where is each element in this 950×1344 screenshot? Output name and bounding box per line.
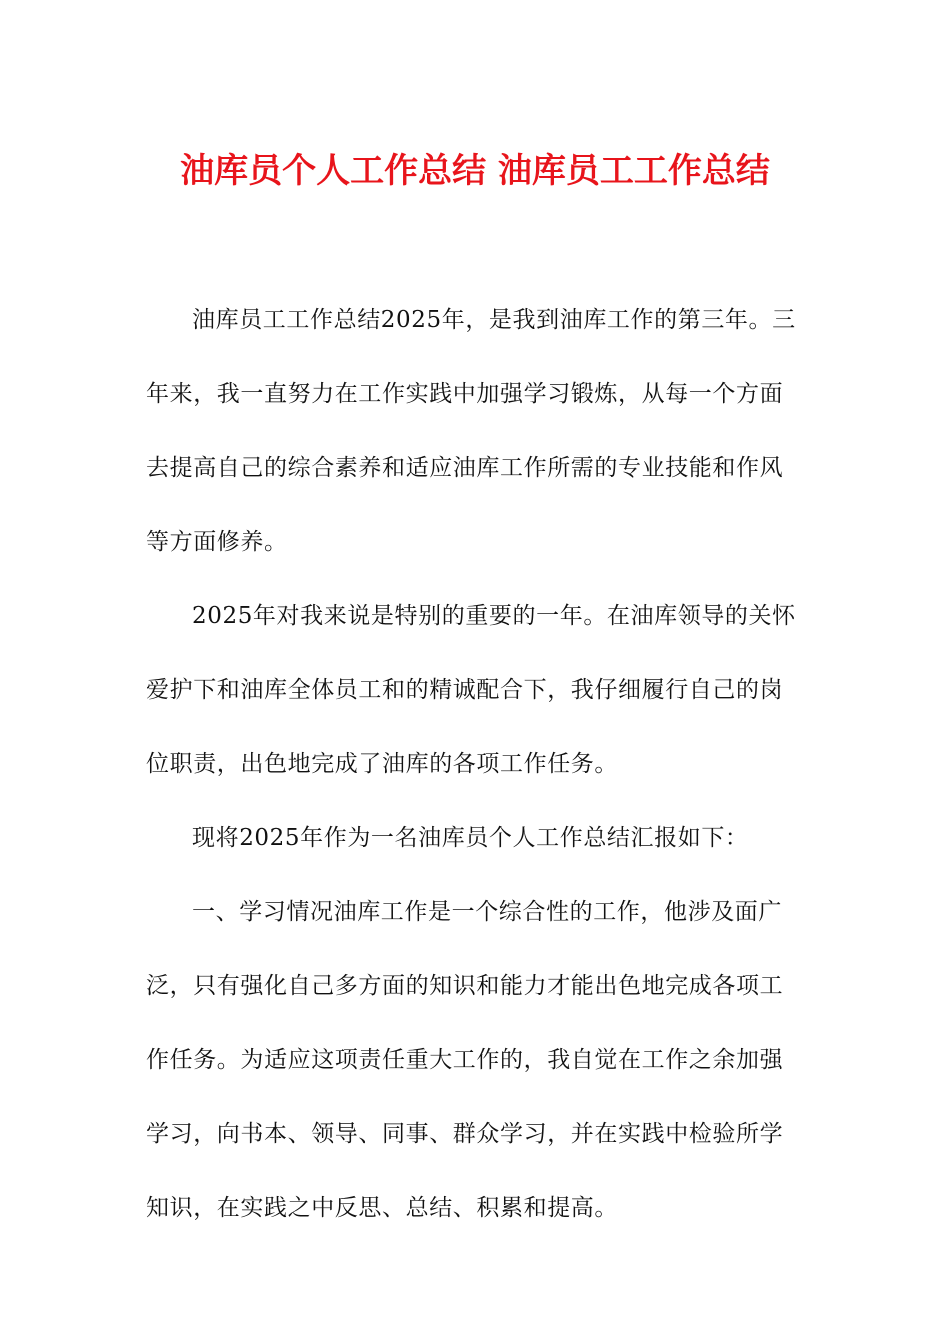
- paragraph-4: [146, 875, 802, 1245]
- paragraph-line: 知识，在实践之中反思、总结、积累和提高。: [146, 1195, 618, 1221]
- paragraph-2: [146, 579, 802, 801]
- paragraph-line: 学习，向书本、领导、同事、群众学习，并在实践中检验所学: [146, 1121, 784, 1147]
- paragraph-line: 爱护下和油库全体员工和的精诚配合下，我仔细履行自己的岗: [146, 677, 784, 703]
- paragraph-line: 油库员工工作总结2025年，是我到油库工作的第三年。三: [192, 307, 796, 333]
- paragraph-line: 现将2025年作为一名油库员个人工作总结汇报如下：: [192, 825, 749, 851]
- paragraph-line: 泛，只有强化自己多方面的知识和能力才能出色地完成各项工: [146, 973, 784, 999]
- paragraph-line: 等方面修养。: [146, 529, 288, 555]
- document-title: 油库员个人工作总结 油库员工工作总结: [180, 151, 770, 191]
- document-body: [146, 283, 802, 1245]
- paragraph-line: 位职责，出色地完成了油库的各项工作任务。: [146, 751, 618, 777]
- paragraph-3: [146, 801, 802, 875]
- paragraph-line: 去提高自己的综合素养和适应油库工作所需的专业技能和作风: [146, 455, 784, 481]
- paragraph-1: [146, 283, 802, 579]
- paragraph-line: 作任务。为适应这项责任重大工作的，我自觉在工作之余加强: [146, 1047, 784, 1073]
- paragraph-line: 一、学习情况油库工作是一个综合性的工作，他涉及面广: [192, 899, 782, 925]
- paragraph-line: 年来，我一直努力在工作实践中加强学习锻炼，从每一个方面: [146, 381, 784, 407]
- paragraph-line: 2025年对我来说是特别的重要的一年。在油库领导的关怀: [192, 603, 796, 629]
